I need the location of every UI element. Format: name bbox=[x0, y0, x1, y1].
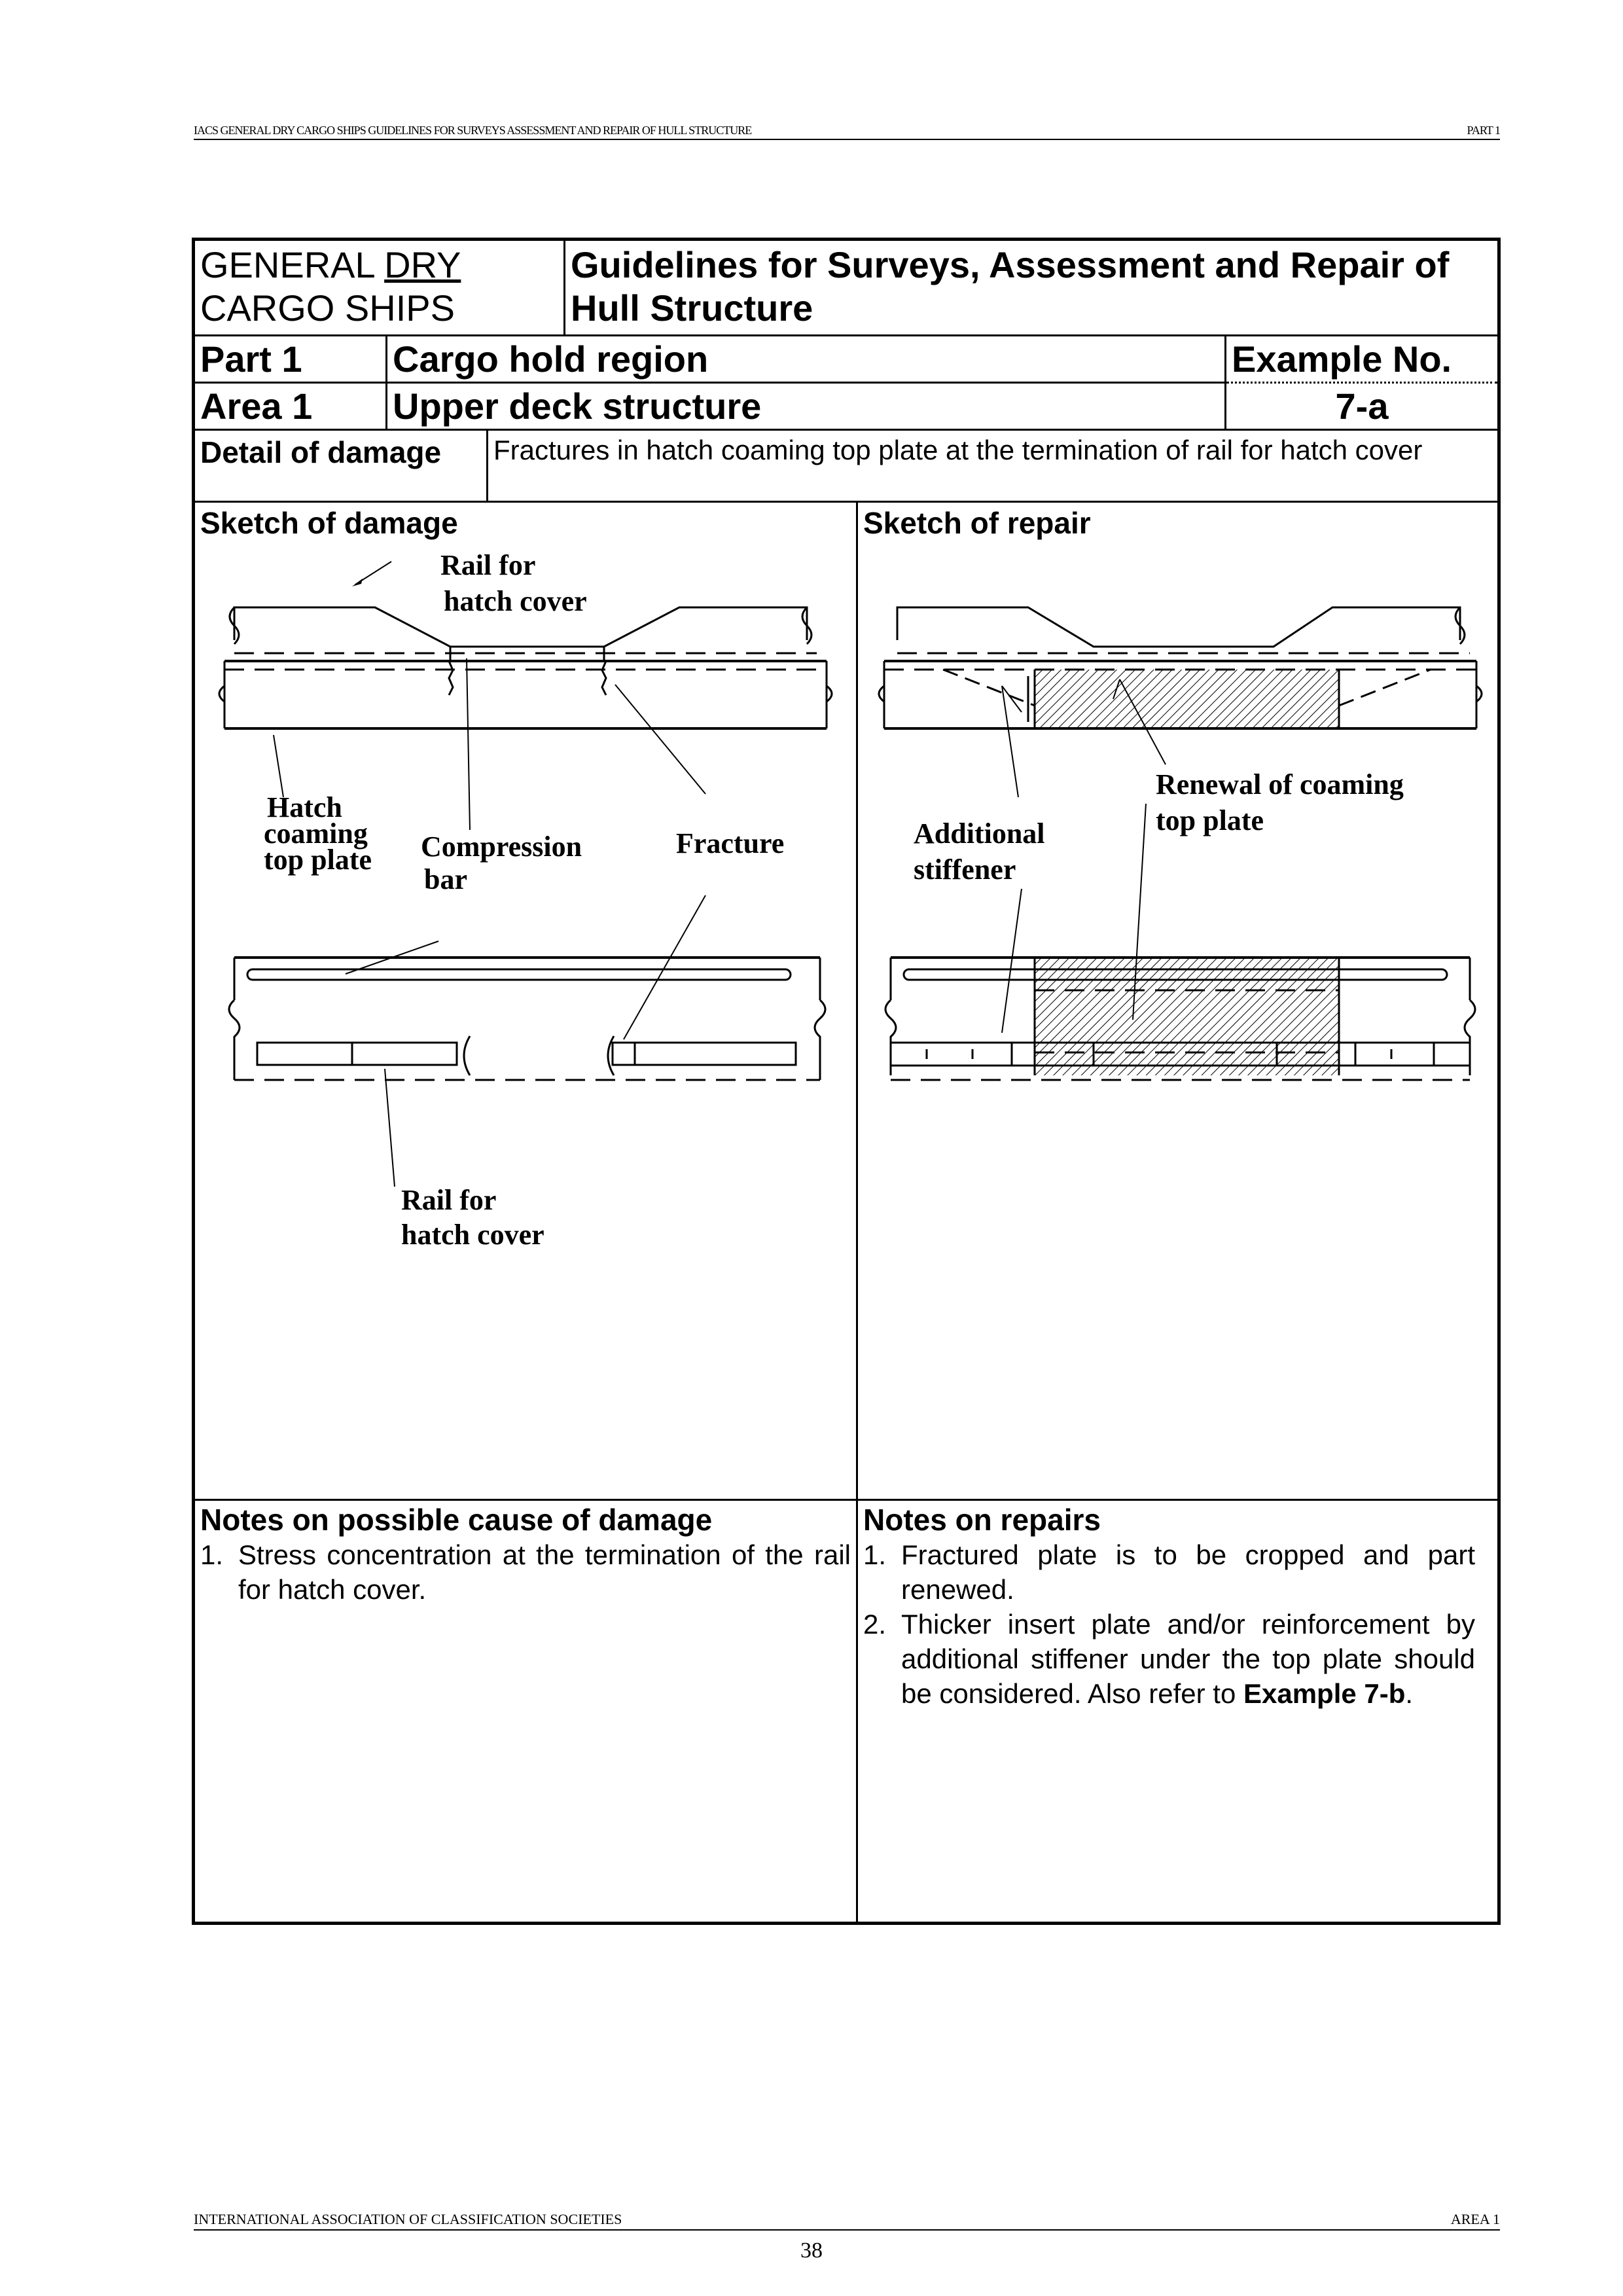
label-additional-1: Additional bbox=[914, 817, 1045, 850]
repair-notes-title: Notes on repairs bbox=[863, 1503, 1101, 1537]
label-fracture: Fracture bbox=[676, 827, 785, 859]
repair-notes-cell bbox=[858, 1501, 1497, 1922]
cause-note-1-text: Stress concentration at the termination of the rail for hatch cover. bbox=[238, 1539, 851, 1605]
label-rail-bottom-2: hatch cover bbox=[401, 1219, 544, 1251]
label-hatch-2: coaming bbox=[264, 817, 368, 850]
footer-area: AREA 1 bbox=[1450, 2211, 1500, 2227]
label-rail-top-2: hatch cover bbox=[444, 585, 587, 617]
example-label: Example No. bbox=[1226, 336, 1497, 384]
detail-value: Fractures in hatch coaming top plate at the termination of rail for hatch cover bbox=[488, 431, 1497, 503]
repair-note-1 bbox=[863, 1537, 1475, 1607]
damage-sketch-drawing bbox=[195, 548, 853, 1478]
label-renewal-1: Renewal of coaming bbox=[1156, 768, 1404, 800]
guideline-title-line1: Guidelines for Surveys, Assessment and Repair of bbox=[571, 244, 1450, 285]
ship-type-dry: DRY bbox=[384, 244, 461, 285]
repair-note-1-num: 1. bbox=[863, 1539, 887, 1570]
area-value: Upper deck structure bbox=[387, 384, 1226, 431]
part-label: Part 1 bbox=[195, 336, 387, 384]
repair-sketch-title: Sketch of repair bbox=[863, 506, 1091, 540]
example-sheet bbox=[192, 238, 1501, 1925]
repair-note-2-end: . bbox=[1405, 1678, 1414, 1709]
header-title: IACS GENERAL DRY CARGO SHIPS GUIDELINES FOR SURVEYS ASSESSMENT AND REPAIR OF HULL STRUCTURE bbox=[194, 124, 752, 137]
repair-note-1-text: Fractured plate is to be cropped and part renewed. bbox=[901, 1539, 1475, 1605]
ship-type-cargo: CARGO SHIPS bbox=[200, 287, 455, 329]
label-rail-top-1: Rail for bbox=[440, 549, 536, 581]
area-label: Area 1 bbox=[195, 384, 387, 431]
footer-organization: INTERNATIONAL ASSOCIATION OF CLASSIFICATION SOCIETIES bbox=[194, 2211, 622, 2227]
repair-note-2 bbox=[863, 1607, 1475, 1711]
guideline-title-cell bbox=[565, 241, 1497, 336]
page-number: 38 bbox=[800, 2238, 823, 2263]
cause-note-1 bbox=[200, 1537, 851, 1607]
example-number: 7-a bbox=[1226, 384, 1497, 431]
cause-notes-title: Notes on possible cause of damage bbox=[200, 1503, 713, 1537]
label-rail-bottom-1: Rail for bbox=[401, 1184, 497, 1216]
part-value: Cargo hold region bbox=[387, 336, 1226, 384]
repair-sketch-cell bbox=[858, 503, 1497, 1501]
guideline-title-line2: Hull Structure bbox=[571, 287, 813, 329]
running-header bbox=[194, 122, 1500, 140]
label-hatch-1: Hatch bbox=[267, 791, 342, 823]
ship-type-general: GENERAL bbox=[200, 244, 374, 285]
running-footer bbox=[194, 2211, 1500, 2231]
label-additional-2: stiffener bbox=[914, 853, 1016, 886]
repair-note-2-num: 2. bbox=[863, 1609, 887, 1640]
cause-notes-cell bbox=[195, 1501, 858, 1922]
header-part: PART 1 bbox=[1467, 124, 1500, 137]
repair-note-2-reference[interactable]: Example 7-b bbox=[1243, 1678, 1406, 1709]
repair-note-2-text: Thicker insert plate and/or reinforcement by additional stiffener under the top plate should be considered. Also refer to bbox=[901, 1609, 1475, 1709]
damage-sketch-cell bbox=[195, 503, 858, 1501]
repair-sketch-drawing bbox=[858, 548, 1493, 1478]
label-hatch-3: top plate bbox=[264, 844, 372, 876]
ship-type-cell bbox=[195, 241, 565, 336]
label-renewal-2: top plate bbox=[1156, 804, 1264, 836]
repair-note-2-text-wrap bbox=[901, 1607, 1475, 1711]
cause-note-1-num: 1. bbox=[200, 1539, 224, 1570]
label-compression-1: Compression bbox=[421, 831, 582, 863]
damage-sketch-title: Sketch of damage bbox=[200, 506, 458, 540]
label-compression-2: bar bbox=[424, 863, 467, 895]
detail-label: Detail of damage bbox=[195, 431, 488, 503]
